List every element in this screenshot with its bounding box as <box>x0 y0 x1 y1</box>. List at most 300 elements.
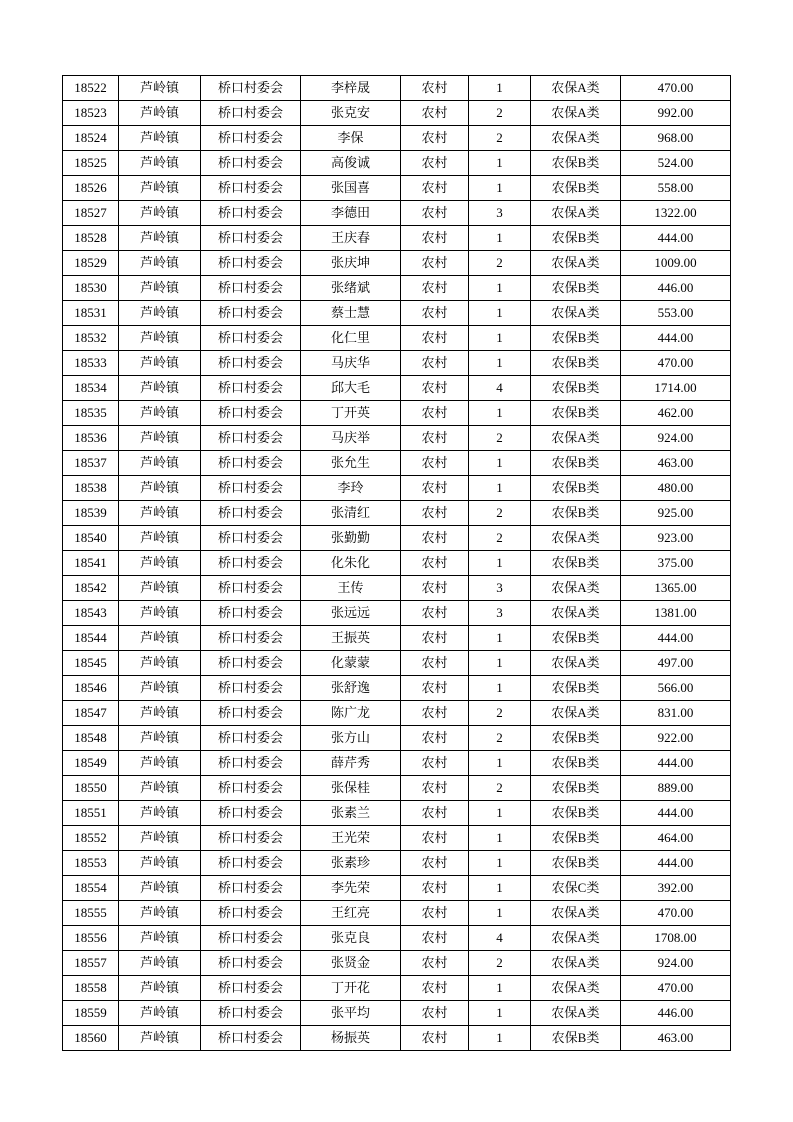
cell-serial: 18558 <box>63 976 119 1001</box>
cell-residence-type: 农村 <box>401 376 469 401</box>
cell-village: 桥口村委会 <box>201 626 301 651</box>
cell-person-count: 2 <box>469 526 531 551</box>
cell-serial: 18542 <box>63 576 119 601</box>
table-row <box>63 526 731 551</box>
cell-amount: 446.00 <box>621 1001 731 1026</box>
table-row <box>63 751 731 776</box>
cell-name: 薛芹秀 <box>301 751 401 776</box>
cell-town: 芦岭镇 <box>119 676 201 701</box>
cell-residence-type: 农村 <box>401 826 469 851</box>
cell-residence-type: 农村 <box>401 976 469 1001</box>
cell-amount: 924.00 <box>621 426 731 451</box>
cell-town: 芦岭镇 <box>119 101 201 126</box>
cell-residence-type: 农村 <box>401 726 469 751</box>
cell-person-count: 1 <box>469 1026 531 1051</box>
cell-name: 张素兰 <box>301 801 401 826</box>
cell-amount: 923.00 <box>621 526 731 551</box>
cell-person-count: 1 <box>469 451 531 476</box>
cell-town: 芦岭镇 <box>119 826 201 851</box>
cell-town: 芦岭镇 <box>119 901 201 926</box>
cell-serial: 18548 <box>63 726 119 751</box>
cell-person-count: 3 <box>469 576 531 601</box>
cell-town: 芦岭镇 <box>119 76 201 101</box>
table-row <box>63 176 731 201</box>
table-row <box>63 276 731 301</box>
table-row <box>63 351 731 376</box>
cell-residence-type: 农村 <box>401 426 469 451</box>
cell-amount: 444.00 <box>621 851 731 876</box>
cell-person-count: 1 <box>469 651 531 676</box>
cell-amount: 444.00 <box>621 801 731 826</box>
cell-village: 桥口村委会 <box>201 526 301 551</box>
cell-residence-type: 农村 <box>401 76 469 101</box>
cell-residence-type: 农村 <box>401 326 469 351</box>
cell-town: 芦岭镇 <box>119 451 201 476</box>
table-row <box>63 626 731 651</box>
cell-residence-type: 农村 <box>401 801 469 826</box>
cell-residence-type: 农村 <box>401 151 469 176</box>
cell-residence-type: 农村 <box>401 876 469 901</box>
cell-serial: 18550 <box>63 776 119 801</box>
cell-town: 芦岭镇 <box>119 251 201 276</box>
cell-residence-type: 农村 <box>401 851 469 876</box>
cell-name: 王庆春 <box>301 226 401 251</box>
cell-serial: 18530 <box>63 276 119 301</box>
cell-amount: 444.00 <box>621 751 731 776</box>
cell-insurance-category: 农保A类 <box>531 601 621 626</box>
cell-name: 李保 <box>301 126 401 151</box>
table-row <box>63 401 731 426</box>
cell-serial: 18524 <box>63 126 119 151</box>
cell-insurance-category: 农保B类 <box>531 176 621 201</box>
cell-person-count: 1 <box>469 276 531 301</box>
cell-residence-type: 农村 <box>401 176 469 201</box>
cell-insurance-category: 农保A类 <box>531 901 621 926</box>
table-row <box>63 776 731 801</box>
cell-village: 桥口村委会 <box>201 476 301 501</box>
cell-town: 芦岭镇 <box>119 351 201 376</box>
cell-name: 化蒙蒙 <box>301 651 401 676</box>
cell-town: 芦岭镇 <box>119 326 201 351</box>
cell-insurance-category: 农保A类 <box>531 976 621 1001</box>
cell-amount: 1322.00 <box>621 201 731 226</box>
table-row <box>63 876 731 901</box>
cell-town: 芦岭镇 <box>119 1026 201 1051</box>
cell-person-count: 2 <box>469 726 531 751</box>
cell-village: 桥口村委会 <box>201 851 301 876</box>
cell-village: 桥口村委会 <box>201 651 301 676</box>
cell-insurance-category: 农保B类 <box>531 1026 621 1051</box>
cell-insurance-category: 农保A类 <box>531 1001 621 1026</box>
cell-serial: 18529 <box>63 251 119 276</box>
cell-name: 张远远 <box>301 601 401 626</box>
cell-amount: 470.00 <box>621 76 731 101</box>
cell-residence-type: 农村 <box>401 751 469 776</box>
cell-name: 蔡士慧 <box>301 301 401 326</box>
cell-village: 桥口村委会 <box>201 1026 301 1051</box>
cell-insurance-category: 农保B类 <box>531 451 621 476</box>
cell-insurance-category: 农保A类 <box>531 76 621 101</box>
cell-serial: 18538 <box>63 476 119 501</box>
cell-serial: 18539 <box>63 501 119 526</box>
table-row <box>63 926 731 951</box>
cell-insurance-category: 农保B类 <box>531 776 621 801</box>
cell-village: 桥口村委会 <box>201 351 301 376</box>
cell-insurance-category: 农保B类 <box>531 751 621 776</box>
cell-name: 马庆举 <box>301 426 401 451</box>
cell-residence-type: 农村 <box>401 226 469 251</box>
cell-person-count: 4 <box>469 376 531 401</box>
cell-person-count: 1 <box>469 876 531 901</box>
cell-residence-type: 农村 <box>401 1026 469 1051</box>
cell-amount: 922.00 <box>621 726 731 751</box>
cell-insurance-category: 农保B类 <box>531 501 621 526</box>
cell-village: 桥口村委会 <box>201 201 301 226</box>
cell-insurance-category: 农保A类 <box>531 426 621 451</box>
table-row <box>63 251 731 276</box>
table-row <box>63 651 731 676</box>
cell-person-count: 1 <box>469 626 531 651</box>
cell-serial: 18551 <box>63 801 119 826</box>
cell-insurance-category: 农保B类 <box>531 851 621 876</box>
cell-town: 芦岭镇 <box>119 876 201 901</box>
cell-insurance-category: 农保B类 <box>531 551 621 576</box>
table-row <box>63 551 731 576</box>
cell-town: 芦岭镇 <box>119 651 201 676</box>
cell-town: 芦岭镇 <box>119 226 201 251</box>
cell-residence-type: 农村 <box>401 251 469 276</box>
cell-amount: 831.00 <box>621 701 731 726</box>
cell-village: 桥口村委会 <box>201 701 301 726</box>
cell-residence-type: 农村 <box>401 776 469 801</box>
cell-residence-type: 农村 <box>401 451 469 476</box>
cell-serial: 18559 <box>63 1001 119 1026</box>
cell-person-count: 1 <box>469 751 531 776</box>
cell-amount: 446.00 <box>621 276 731 301</box>
cell-town: 芦岭镇 <box>119 751 201 776</box>
cell-town: 芦岭镇 <box>119 176 201 201</box>
cell-amount: 470.00 <box>621 901 731 926</box>
cell-person-count: 1 <box>469 976 531 1001</box>
table-row <box>63 101 731 126</box>
cell-person-count: 3 <box>469 601 531 626</box>
cell-amount: 462.00 <box>621 401 731 426</box>
cell-serial: 18532 <box>63 326 119 351</box>
cell-serial: 18554 <box>63 876 119 901</box>
cell-name: 高俊诚 <box>301 151 401 176</box>
cell-serial: 18556 <box>63 926 119 951</box>
cell-town: 芦岭镇 <box>119 776 201 801</box>
cell-insurance-category: 农保A类 <box>531 701 621 726</box>
cell-town: 芦岭镇 <box>119 1001 201 1026</box>
cell-serial: 18525 <box>63 151 119 176</box>
cell-insurance-category: 农保B类 <box>531 726 621 751</box>
table-row <box>63 601 731 626</box>
cell-insurance-category: 农保B类 <box>531 826 621 851</box>
cell-insurance-category: 农保A类 <box>531 101 621 126</box>
cell-person-count: 1 <box>469 301 531 326</box>
cell-residence-type: 农村 <box>401 101 469 126</box>
cell-name: 王光荣 <box>301 826 401 851</box>
cell-village: 桥口村委会 <box>201 76 301 101</box>
cell-person-count: 1 <box>469 826 531 851</box>
cell-name: 张方山 <box>301 726 401 751</box>
cell-village: 桥口村委会 <box>201 676 301 701</box>
cell-insurance-category: 农保B类 <box>531 376 621 401</box>
table-row <box>63 426 731 451</box>
cell-insurance-category: 农保A类 <box>531 951 621 976</box>
cell-residence-type: 农村 <box>401 651 469 676</box>
cell-person-count: 4 <box>469 926 531 951</box>
cell-town: 芦岭镇 <box>119 301 201 326</box>
cell-village: 桥口村委会 <box>201 376 301 401</box>
cell-amount: 463.00 <box>621 451 731 476</box>
cell-insurance-category: 农保B类 <box>531 801 621 826</box>
cell-village: 桥口村委会 <box>201 176 301 201</box>
cell-person-count: 2 <box>469 251 531 276</box>
cell-town: 芦岭镇 <box>119 626 201 651</box>
cell-village: 桥口村委会 <box>201 876 301 901</box>
cell-insurance-category: 农保A类 <box>531 301 621 326</box>
table-row <box>63 976 731 1001</box>
table-row <box>63 726 731 751</box>
cell-insurance-category: 农保B类 <box>531 351 621 376</box>
cell-town: 芦岭镇 <box>119 201 201 226</box>
cell-village: 桥口村委会 <box>201 326 301 351</box>
cell-town: 芦岭镇 <box>119 851 201 876</box>
cell-name: 张素珍 <box>301 851 401 876</box>
cell-serial: 18541 <box>63 551 119 576</box>
cell-village: 桥口村委会 <box>201 726 301 751</box>
cell-name: 李梓晟 <box>301 76 401 101</box>
cell-village: 桥口村委会 <box>201 776 301 801</box>
cell-name: 丁开英 <box>301 401 401 426</box>
cell-residence-type: 农村 <box>401 926 469 951</box>
cell-name: 张允生 <box>301 451 401 476</box>
cell-village: 桥口村委会 <box>201 801 301 826</box>
cell-insurance-category: 农保A类 <box>531 576 621 601</box>
table-row <box>63 501 731 526</box>
cell-serial: 18522 <box>63 76 119 101</box>
cell-serial: 18531 <box>63 301 119 326</box>
table-row <box>63 1001 731 1026</box>
cell-serial: 18533 <box>63 351 119 376</box>
cell-person-count: 1 <box>469 226 531 251</box>
cell-person-count: 2 <box>469 426 531 451</box>
table-row <box>63 1026 731 1051</box>
cell-residence-type: 农村 <box>401 951 469 976</box>
cell-village: 桥口村委会 <box>201 501 301 526</box>
cell-person-count: 1 <box>469 476 531 501</box>
cell-amount: 375.00 <box>621 551 731 576</box>
cell-name: 王振英 <box>301 626 401 651</box>
cell-village: 桥口村委会 <box>201 226 301 251</box>
cell-insurance-category: 农保A类 <box>531 126 621 151</box>
cell-insurance-category: 农保A类 <box>531 201 621 226</box>
cell-amount: 1708.00 <box>621 926 731 951</box>
cell-person-count: 1 <box>469 176 531 201</box>
cell-town: 芦岭镇 <box>119 926 201 951</box>
cell-residence-type: 农村 <box>401 701 469 726</box>
cell-town: 芦岭镇 <box>119 276 201 301</box>
cell-village: 桥口村委会 <box>201 401 301 426</box>
cell-residence-type: 农村 <box>401 676 469 701</box>
table-row <box>63 951 731 976</box>
cell-residence-type: 农村 <box>401 126 469 151</box>
cell-serial: 18528 <box>63 226 119 251</box>
cell-residence-type: 农村 <box>401 276 469 301</box>
cell-insurance-category: 农保A类 <box>531 526 621 551</box>
cell-town: 芦岭镇 <box>119 426 201 451</box>
cell-name: 张庆坤 <box>301 251 401 276</box>
cell-residence-type: 农村 <box>401 201 469 226</box>
cell-person-count: 2 <box>469 951 531 976</box>
cell-town: 芦岭镇 <box>119 401 201 426</box>
cell-amount: 463.00 <box>621 1026 731 1051</box>
cell-name: 张国喜 <box>301 176 401 201</box>
cell-name: 马庆华 <box>301 351 401 376</box>
cell-village: 桥口村委会 <box>201 951 301 976</box>
cell-person-count: 1 <box>469 901 531 926</box>
cell-person-count: 1 <box>469 401 531 426</box>
cell-amount: 444.00 <box>621 326 731 351</box>
cell-town: 芦岭镇 <box>119 601 201 626</box>
cell-name: 王传 <box>301 576 401 601</box>
cell-amount: 1365.00 <box>621 576 731 601</box>
cell-village: 桥口村委会 <box>201 826 301 851</box>
cell-name: 张舒逸 <box>301 676 401 701</box>
table-row <box>63 151 731 176</box>
cell-village: 桥口村委会 <box>201 151 301 176</box>
cell-name: 化朱化 <box>301 551 401 576</box>
cell-serial: 18545 <box>63 651 119 676</box>
cell-person-count: 3 <box>469 201 531 226</box>
table-row <box>63 851 731 876</box>
cell-name: 陈广龙 <box>301 701 401 726</box>
cell-residence-type: 农村 <box>401 476 469 501</box>
cell-insurance-category: 农保B类 <box>531 326 621 351</box>
cell-name: 邱大毛 <box>301 376 401 401</box>
cell-town: 芦岭镇 <box>119 526 201 551</box>
cell-serial: 18560 <box>63 1026 119 1051</box>
cell-name: 李玲 <box>301 476 401 501</box>
cell-person-count: 1 <box>469 351 531 376</box>
cell-residence-type: 农村 <box>401 551 469 576</box>
cell-residence-type: 农村 <box>401 526 469 551</box>
cell-village: 桥口村委会 <box>201 576 301 601</box>
cell-amount: 480.00 <box>621 476 731 501</box>
cell-town: 芦岭镇 <box>119 976 201 1001</box>
table-row <box>63 451 731 476</box>
cell-village: 桥口村委会 <box>201 126 301 151</box>
cell-name: 李先荣 <box>301 876 401 901</box>
cell-name: 杨振英 <box>301 1026 401 1051</box>
cell-village: 桥口村委会 <box>201 301 301 326</box>
cell-name: 张克安 <box>301 101 401 126</box>
cell-serial: 18544 <box>63 626 119 651</box>
cell-amount: 924.00 <box>621 951 731 976</box>
cell-name: 张绪斌 <box>301 276 401 301</box>
cell-name: 张清红 <box>301 501 401 526</box>
cell-residence-type: 农村 <box>401 351 469 376</box>
cell-serial: 18546 <box>63 676 119 701</box>
cell-village: 桥口村委会 <box>201 926 301 951</box>
cell-amount: 889.00 <box>621 776 731 801</box>
records-table-body <box>63 76 731 1051</box>
cell-amount: 558.00 <box>621 176 731 201</box>
table-row <box>63 701 731 726</box>
cell-insurance-category: 农保B类 <box>531 151 621 176</box>
cell-amount: 1009.00 <box>621 251 731 276</box>
cell-amount: 444.00 <box>621 226 731 251</box>
cell-person-count: 1 <box>469 1001 531 1026</box>
cell-town: 芦岭镇 <box>119 376 201 401</box>
cell-serial: 18547 <box>63 701 119 726</box>
table-row <box>63 376 731 401</box>
cell-town: 芦岭镇 <box>119 726 201 751</box>
cell-village: 桥口村委会 <box>201 901 301 926</box>
table-row <box>63 76 731 101</box>
cell-insurance-category: 农保A类 <box>531 251 621 276</box>
cell-residence-type: 农村 <box>401 1001 469 1026</box>
cell-town: 芦岭镇 <box>119 501 201 526</box>
cell-insurance-category: 农保B类 <box>531 626 621 651</box>
table-row <box>63 226 731 251</box>
cell-person-count: 2 <box>469 701 531 726</box>
cell-amount: 497.00 <box>621 651 731 676</box>
cell-amount: 1381.00 <box>621 601 731 626</box>
table-row <box>63 901 731 926</box>
cell-name: 张克良 <box>301 926 401 951</box>
cell-name: 李德田 <box>301 201 401 226</box>
cell-person-count: 1 <box>469 151 531 176</box>
cell-serial: 18527 <box>63 201 119 226</box>
cell-insurance-category: 农保B类 <box>531 226 621 251</box>
cell-town: 芦岭镇 <box>119 576 201 601</box>
cell-town: 芦岭镇 <box>119 476 201 501</box>
table-row <box>63 676 731 701</box>
cell-amount: 925.00 <box>621 501 731 526</box>
cell-amount: 553.00 <box>621 301 731 326</box>
cell-amount: 464.00 <box>621 826 731 851</box>
cell-town: 芦岭镇 <box>119 126 201 151</box>
cell-village: 桥口村委会 <box>201 451 301 476</box>
cell-amount: 392.00 <box>621 876 731 901</box>
cell-village: 桥口村委会 <box>201 1001 301 1026</box>
table-row <box>63 801 731 826</box>
cell-insurance-category: 农保B类 <box>531 676 621 701</box>
cell-name: 张勤勤 <box>301 526 401 551</box>
cell-name: 王红亮 <box>301 901 401 926</box>
cell-serial: 18553 <box>63 851 119 876</box>
cell-name: 丁开花 <box>301 976 401 1001</box>
cell-amount: 444.00 <box>621 626 731 651</box>
cell-person-count: 2 <box>469 501 531 526</box>
cell-serial: 18540 <box>63 526 119 551</box>
cell-village: 桥口村委会 <box>201 551 301 576</box>
cell-amount: 470.00 <box>621 351 731 376</box>
cell-amount: 524.00 <box>621 151 731 176</box>
cell-name: 张保桂 <box>301 776 401 801</box>
cell-insurance-category: 农保A类 <box>531 651 621 676</box>
cell-serial: 18526 <box>63 176 119 201</box>
table-row <box>63 326 731 351</box>
cell-serial: 18537 <box>63 451 119 476</box>
cell-residence-type: 农村 <box>401 601 469 626</box>
cell-insurance-category: 农保C类 <box>531 876 621 901</box>
cell-village: 桥口村委会 <box>201 751 301 776</box>
cell-insurance-category: 农保B类 <box>531 476 621 501</box>
